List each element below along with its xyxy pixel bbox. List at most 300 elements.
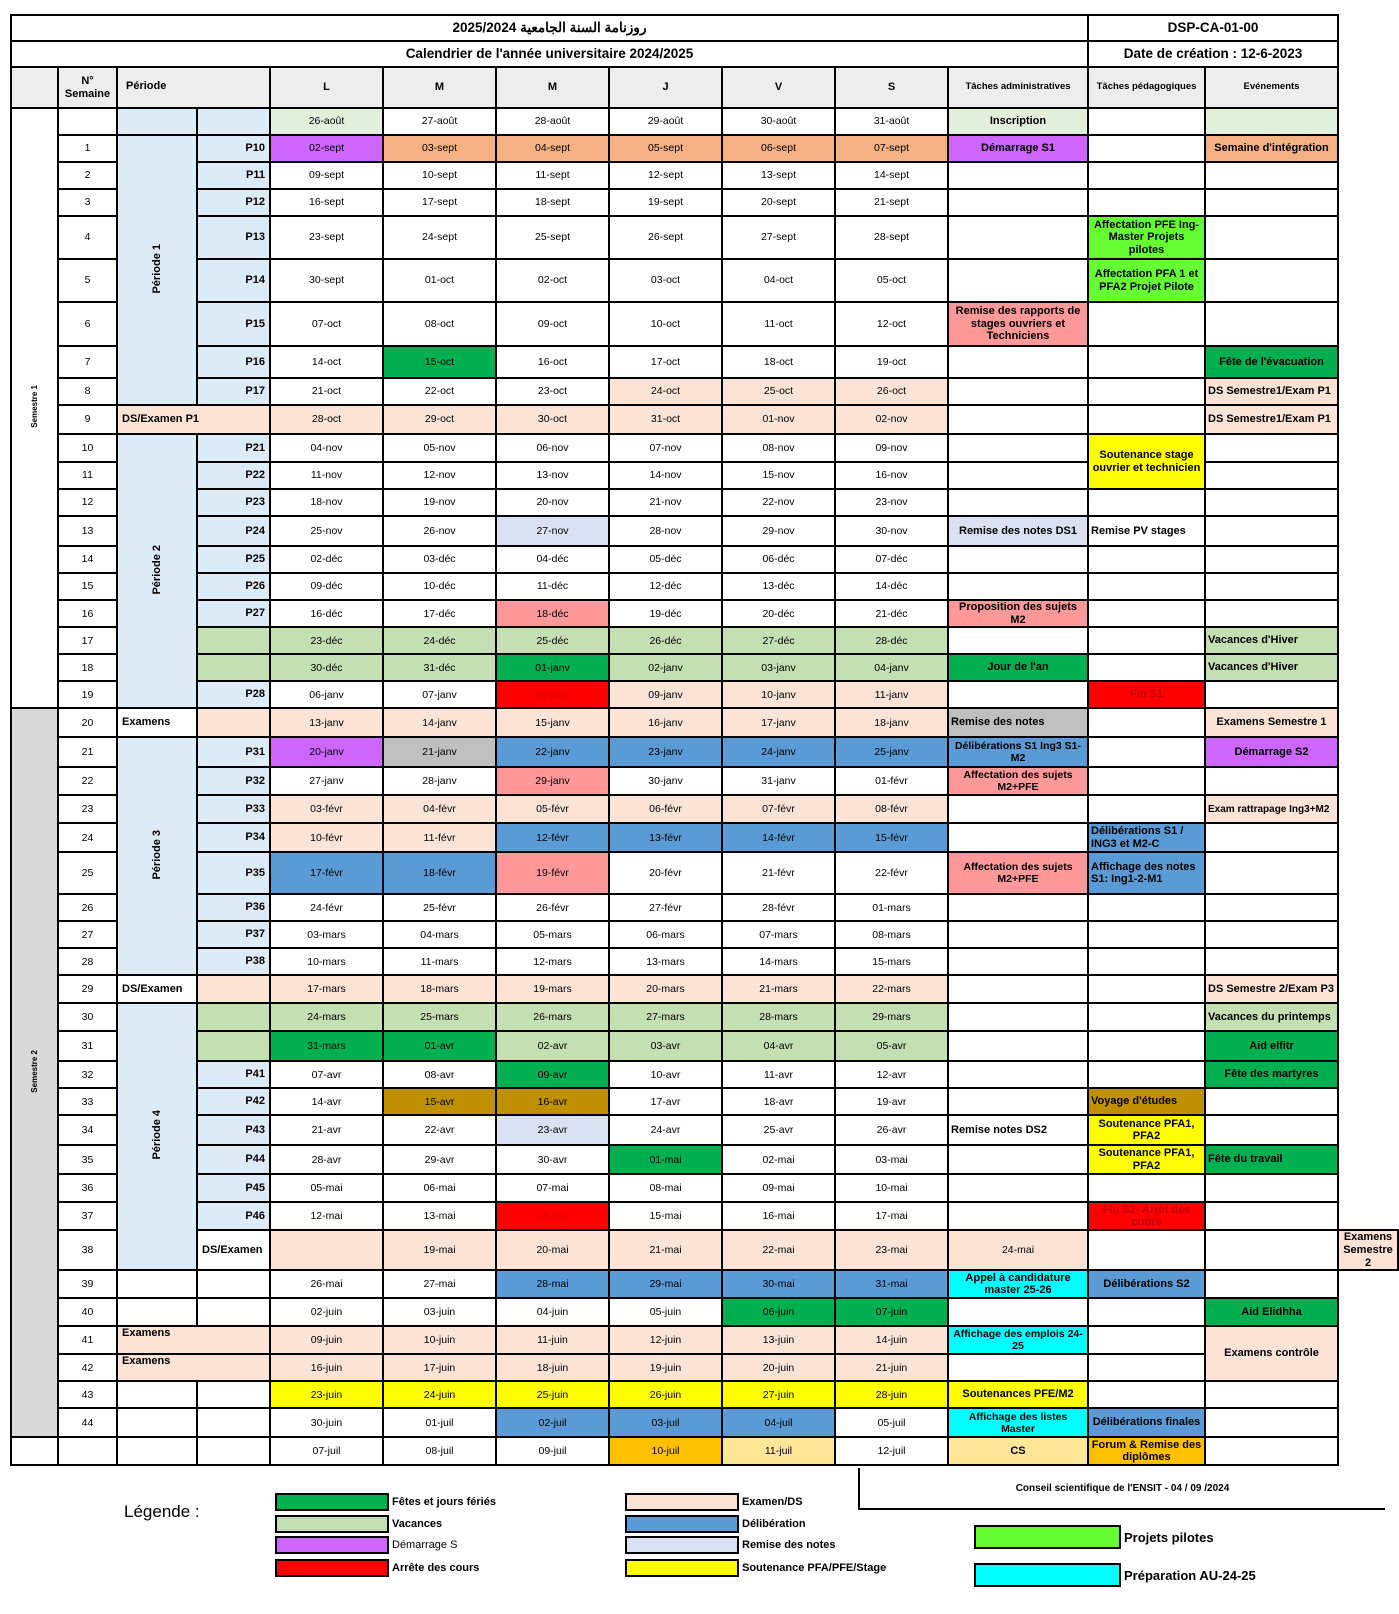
day-cell: 15-oct [383, 346, 496, 378]
period-code: P25 [197, 546, 270, 573]
day-cell: 29-avr [383, 1145, 496, 1174]
day-cell: 21-juin [835, 1354, 948, 1381]
day-cell: 21-févr [722, 852, 835, 894]
period-code: P21 [197, 434, 270, 462]
week-number: 44 [58, 1408, 117, 1437]
admin-task [948, 546, 1088, 573]
day-cell: 02-juil [496, 1408, 609, 1437]
day-cell: 01-nov [722, 405, 835, 434]
week-row [11, 189, 1398, 216]
day-cell: 14-janv [383, 708, 496, 737]
peda-task: Forum & Remise des diplômes [1088, 1437, 1205, 1465]
day-cell: 23-oct [496, 378, 609, 405]
week-row [11, 1437, 1398, 1465]
week-number: 6 [58, 302, 117, 346]
day-cell: 22-janv [496, 737, 609, 767]
week-number: 26 [58, 894, 117, 921]
day-cell: 16-nov [835, 462, 948, 489]
day-cell: 09-nov [835, 434, 948, 462]
peda-task [1088, 546, 1205, 573]
period-label: DS/Examen [197, 1230, 270, 1270]
admin-task: Soutenances PFE/M2 [948, 1381, 1088, 1408]
period-code: P44 [197, 1145, 270, 1174]
event-cell: Fête de l'évacuation [1205, 346, 1338, 378]
admin-task: Jour de l'an [948, 654, 1088, 681]
week-number [58, 1437, 117, 1465]
period-empty-cell [117, 1298, 197, 1326]
calendar-sheet [10, 14, 1399, 1466]
event-cell [1205, 489, 1338, 516]
day-cell: 04-janv [835, 654, 948, 681]
day-cell: 09-déc [270, 573, 383, 600]
day-cell: 01-mars [835, 894, 948, 921]
event-cell [1205, 948, 1338, 975]
period-code: P23 [197, 489, 270, 516]
event-cell [1205, 259, 1338, 302]
day-cell: 26-juin [609, 1381, 722, 1408]
week-row [11, 516, 1398, 546]
week-number: 36 [58, 1174, 117, 1202]
day-cell: 28-juin [835, 1381, 948, 1408]
day-cell: 28-oct [270, 405, 383, 434]
period-code: P35 [197, 852, 270, 894]
week-row [11, 1115, 1398, 1145]
day-cell: 03-oct [609, 259, 722, 302]
day-cell: 27-févr [609, 894, 722, 921]
day-cell: 10-avr [609, 1061, 722, 1088]
day-cell: 04-mars [383, 921, 496, 948]
legend-swatch [625, 1559, 739, 1577]
legend-item [275, 1536, 457, 1554]
day-cell: 03-avr [609, 1031, 722, 1061]
peda-task [1088, 108, 1205, 135]
day-cell: 21-mars [722, 975, 835, 1003]
event-cell: Semaine d'intégration [1205, 135, 1338, 162]
legend-label: Vacances [392, 1518, 443, 1530]
week-row [11, 894, 1398, 921]
period-code: P15 [197, 302, 270, 346]
admin-task [948, 434, 1088, 462]
legend-label: Délibération [742, 1518, 806, 1530]
period-code: P22 [197, 462, 270, 489]
period-name: Période 1 [150, 243, 163, 294]
peda-task [1088, 1061, 1205, 1088]
day-cell: 09-janv [609, 681, 722, 708]
day-cell: 19-juin [609, 1354, 722, 1381]
peda-task [1088, 162, 1205, 189]
day-cell: 08-mars [835, 921, 948, 948]
day-cell: 08-mai [609, 1174, 722, 1202]
period-code-cell [197, 708, 270, 737]
week-row [11, 921, 1398, 948]
day-cell: 12-mai [270, 1202, 383, 1230]
legend-swatch [625, 1515, 739, 1533]
day-cell: 24-févr [270, 894, 383, 921]
period-code: P17 [197, 378, 270, 405]
day-cell: 09-juin [270, 1326, 383, 1354]
day-cell: 19-mars [496, 975, 609, 1003]
day-cell: 03-mai [835, 1145, 948, 1174]
day-cell: 12-févr [496, 823, 609, 852]
day-cell: 09-mai [722, 1174, 835, 1202]
day-cell: 30-oct [496, 405, 609, 434]
event-cell [1205, 1437, 1338, 1465]
event-cell [1205, 573, 1338, 600]
event-cell: Examens Semestre 2 [1338, 1230, 1398, 1270]
period-label: Examens [117, 1354, 270, 1381]
week-row [11, 108, 1398, 135]
period-empty-cell [117, 1270, 197, 1298]
day-cell: 04-sept [496, 135, 609, 162]
day-cell: 17-sept [383, 189, 496, 216]
page-title: Calendrier de l'année universitaire 2024/2025 [11, 41, 1088, 67]
day-cell: 03-mars [270, 921, 383, 948]
week-row [11, 1270, 1398, 1298]
day-cell: 26-déc [609, 627, 722, 654]
arabic-title: روزنامة السنة الجامعية 2025/2024 [11, 15, 1088, 41]
event-cell [1205, 108, 1338, 135]
admin-task: Délibérations S1 Ing3 S1-M2 [948, 737, 1088, 767]
peda-task [1088, 1326, 1205, 1354]
day-cell: 20-déc [722, 600, 835, 627]
peda-task [1088, 600, 1205, 627]
day-cell: 21-nov [609, 489, 722, 516]
day-cell: 07-sept [835, 135, 948, 162]
header-num-semaine: N° Semaine [58, 67, 117, 108]
day-cell: 02-juin [270, 1298, 383, 1326]
period-empty-cell [117, 1408, 197, 1437]
week-row [11, 302, 1398, 346]
day-cell: 04-juin [496, 1298, 609, 1326]
day-cell: 28-déc [835, 627, 948, 654]
day-cell: 04-oct [722, 259, 835, 302]
day-cell: 18-juin [496, 1354, 609, 1381]
day-cell: 29-nov [722, 516, 835, 546]
day-cell: 16-mai [722, 1202, 835, 1230]
day-cell: 16-avr [496, 1088, 609, 1115]
day-cell: 14-nov [609, 462, 722, 489]
week-number: 29 [58, 975, 117, 1003]
day-cell: 04-avr [722, 1031, 835, 1061]
period-code: P10 [197, 135, 270, 162]
legend-item [625, 1515, 806, 1533]
day-cell: 08-nov [722, 434, 835, 462]
day-cell: 08-oct [383, 302, 496, 346]
day-cell: 10-mai [835, 1174, 948, 1202]
week-number: 32 [58, 1061, 117, 1088]
admin-task: Affichage des listes Master [948, 1408, 1088, 1437]
day-cell: 27-déc [722, 627, 835, 654]
admin-task: Remise notes DS2 [948, 1115, 1088, 1145]
day-cell: 30-avr [496, 1145, 609, 1174]
event-cell [1205, 1115, 1338, 1145]
day-cell: 07-mars [722, 921, 835, 948]
event-cell [1205, 516, 1338, 546]
day-cell: 19-oct [835, 346, 948, 378]
week-number: 7 [58, 346, 117, 378]
week-row [11, 378, 1398, 405]
semester-1-cell [11, 108, 58, 708]
event-cell [1205, 852, 1338, 894]
week-number: 22 [58, 767, 117, 795]
day-cell: 16-déc [270, 600, 383, 627]
day-cell: 12-nov [383, 462, 496, 489]
week-row [11, 573, 1398, 600]
admin-task: Remise des rapports de stages ouvriers et Techniciens [948, 302, 1088, 346]
day-cell: 17-mars [270, 975, 383, 1003]
legend-label: Arrête des cours [392, 1562, 480, 1574]
peda-task [1088, 795, 1205, 823]
day-cell: 24-avr [609, 1115, 722, 1145]
day-cell: 09-sept [270, 162, 383, 189]
period-code: P31 [197, 737, 270, 767]
period-code: P38 [197, 948, 270, 975]
day-cell: 03-févr [270, 795, 383, 823]
peda-task [1088, 1031, 1205, 1061]
day-cell: 27-août [383, 108, 496, 135]
week-number: 11 [58, 462, 117, 489]
day-cell: 21-mai [609, 1230, 722, 1270]
period-code [197, 1003, 270, 1031]
week-number: 31 [58, 1031, 117, 1061]
week-row [11, 1354, 1398, 1381]
day-cell: 25-oct [722, 378, 835, 405]
week-number: 9 [58, 405, 117, 434]
legend-swatch [275, 1559, 389, 1577]
period-block [117, 1003, 197, 1270]
admin-task: Démarrage S1 [948, 135, 1088, 162]
day-cell: 15-févr [835, 823, 948, 852]
creation-date: Date de création : 12-6-2023 [1088, 41, 1338, 67]
week-row [11, 135, 1398, 162]
day-cell: 27-juin [722, 1381, 835, 1408]
event-cell: Démarrage S2 [1205, 737, 1338, 767]
day-cell: 07-juin [835, 1298, 948, 1326]
admin-task [948, 681, 1088, 708]
week-number: 34 [58, 1115, 117, 1145]
day-cell: 22-oct [383, 378, 496, 405]
week-row [11, 681, 1398, 708]
day-cell: 24-janv [722, 737, 835, 767]
day-cell: 14-févr [722, 823, 835, 852]
day-cell: 29-mai [609, 1270, 722, 1298]
week-row [11, 489, 1398, 516]
day-cell: 31-oct [609, 405, 722, 434]
legend-title: Légende : [124, 1502, 200, 1521]
legend-swatch [625, 1493, 739, 1511]
legend-swatch [974, 1525, 1121, 1549]
day-cell: 31-déc [383, 654, 496, 681]
day-cell: 30-juin [270, 1408, 383, 1437]
week-number: 20 [58, 708, 117, 737]
day-cell: 05-oct [835, 259, 948, 302]
week-row [11, 259, 1398, 302]
event-cell [1205, 462, 1338, 489]
day-cell: 07-janv [383, 681, 496, 708]
day-cell: 17-avr [609, 1088, 722, 1115]
header-evenements: Evénements [1205, 67, 1338, 108]
day-cell: 07-févr [722, 795, 835, 823]
peda-task [1088, 1381, 1205, 1408]
legend-label: Démarrage S [392, 1539, 458, 1551]
week-row [11, 795, 1398, 823]
day-cell: 28-nov [609, 516, 722, 546]
day-cell: 21-oct [270, 378, 383, 405]
day-cell: 31-janv [722, 767, 835, 795]
day-cell: 25-nov [270, 516, 383, 546]
event-cell [1205, 894, 1338, 921]
header-taches-peda: Tâches pédagogiques [1088, 67, 1205, 108]
week-number: 15 [58, 573, 117, 600]
day-cell: 25-mars [383, 1003, 496, 1031]
admin-task [948, 462, 1088, 489]
week-number: 4 [58, 216, 117, 259]
peda-task: Soutenance PFA1, PFA2 [1088, 1145, 1205, 1174]
day-cell: 30-janv [609, 767, 722, 795]
legend-item [625, 1493, 803, 1511]
day-cell: 11-oct [722, 302, 835, 346]
week-number: 37 [58, 1202, 117, 1230]
legend-item [974, 1563, 1256, 1587]
day-cell: 06-sept [722, 135, 835, 162]
day-cell: 23-mai [835, 1230, 948, 1270]
week-row [11, 654, 1398, 681]
admin-task [948, 823, 1088, 852]
admin-task: Affectation des sujets M2+PFE [948, 767, 1088, 795]
peda-task [1088, 405, 1205, 434]
day-cell: 05-févr [496, 795, 609, 823]
peda-task [1088, 302, 1205, 346]
peda-task [1088, 627, 1205, 654]
admin-task [948, 259, 1088, 302]
day-cell: 25-juin [496, 1381, 609, 1408]
day-cell: 02-mai [722, 1145, 835, 1174]
day-cell: 22-avr [383, 1115, 496, 1145]
day-cell: 18-mars [383, 975, 496, 1003]
admin-task [948, 189, 1088, 216]
period-code: P46 [197, 1202, 270, 1230]
period-code: P32 [197, 767, 270, 795]
semester-label: Semestre 2 [29, 1049, 39, 1093]
day-cell: 05-déc [609, 546, 722, 573]
event-cell [1205, 1202, 1338, 1230]
peda-task [1088, 1354, 1205, 1381]
header-day-v: V [722, 67, 835, 108]
day-cell: 17-févr [270, 852, 383, 894]
day-cell: 18-oct [722, 346, 835, 378]
week-row [11, 737, 1398, 767]
period-name: Période 3 [150, 829, 163, 880]
day-cell: 26-févr [496, 894, 609, 921]
admin-task [948, 795, 1088, 823]
day-cell: 02-oct [496, 259, 609, 302]
day-cell: 30-nov [835, 516, 948, 546]
event-cell [1205, 302, 1338, 346]
day-cell: 18-déc [496, 600, 609, 627]
day-cell: 02-janv [609, 654, 722, 681]
day-cell: 06-juin [722, 1298, 835, 1326]
day-cell: 25-sept [496, 216, 609, 259]
period-code [197, 1408, 270, 1437]
admin-task [948, 1003, 1088, 1031]
peda-task [1088, 1298, 1205, 1326]
legend-swatch [625, 1536, 739, 1554]
event-cell [1205, 216, 1338, 259]
day-cell: 12-oct [835, 302, 948, 346]
header-day-m2: M [496, 67, 609, 108]
peda-task: Soutenance stage ouvrier et technicien [1088, 434, 1205, 489]
day-cell: 12-juil [835, 1437, 948, 1465]
day-cell: 07-nov [609, 434, 722, 462]
week-row [11, 1145, 1398, 1174]
day-cell: 18-sept [496, 189, 609, 216]
day-cell: 11-déc [496, 573, 609, 600]
week-number: 42 [58, 1354, 117, 1381]
legend-swatch [275, 1493, 389, 1511]
admin-task [948, 627, 1088, 654]
day-cell: 19-avr [835, 1088, 948, 1115]
peda-task [1088, 189, 1205, 216]
week-row [11, 1230, 1398, 1270]
admin-task [948, 975, 1088, 1003]
day-cell: 19-nov [383, 489, 496, 516]
day-cell: 28-janv [383, 767, 496, 795]
day-cell: 18-janv [835, 708, 948, 737]
day-cell: 06-déc [722, 546, 835, 573]
day-cell: 16-juin [270, 1354, 383, 1381]
week-number: 35 [58, 1145, 117, 1174]
peda-task [1088, 975, 1205, 1003]
admin-task [948, 378, 1088, 405]
week-row [11, 162, 1398, 189]
day-cell: 08-févr [835, 795, 948, 823]
event-cell [1205, 1408, 1338, 1437]
day-cell: 22-nov [722, 489, 835, 516]
day-cell: 23-avr [496, 1115, 609, 1145]
day-cell: 21-janv [383, 737, 496, 767]
week-row [11, 1088, 1398, 1115]
admin-task [948, 405, 1088, 434]
day-cell: 10-févr [270, 823, 383, 852]
day-cell: 17-oct [609, 346, 722, 378]
day-cell: 13-janv [270, 708, 383, 737]
peda-task [1088, 737, 1205, 767]
legend-item [625, 1536, 836, 1554]
peda-task [1088, 767, 1205, 795]
day-cell: 06-janv [270, 681, 383, 708]
event-cell [1205, 1270, 1338, 1298]
legend-label: Examen/DS [742, 1496, 803, 1508]
day-cell: 11-nov [270, 462, 383, 489]
day-cell: 02-sept [270, 135, 383, 162]
admin-task [948, 1031, 1088, 1061]
period-empty-cell [117, 108, 197, 135]
header-semestre [11, 67, 58, 108]
period-code [197, 1298, 270, 1326]
event-cell [1205, 1174, 1338, 1202]
day-cell: 28-avr [270, 1145, 383, 1174]
admin-task: Remise des notes [948, 708, 1088, 737]
day-cell: 11-sept [496, 162, 609, 189]
event-cell [1205, 1381, 1338, 1408]
period-code: P26 [197, 573, 270, 600]
week-row [11, 546, 1398, 573]
event-cell [1205, 600, 1338, 627]
week-number: 13 [58, 516, 117, 546]
period-code: P27 [197, 600, 270, 627]
period-code: P41 [197, 1061, 270, 1088]
week-number: 2 [58, 162, 117, 189]
